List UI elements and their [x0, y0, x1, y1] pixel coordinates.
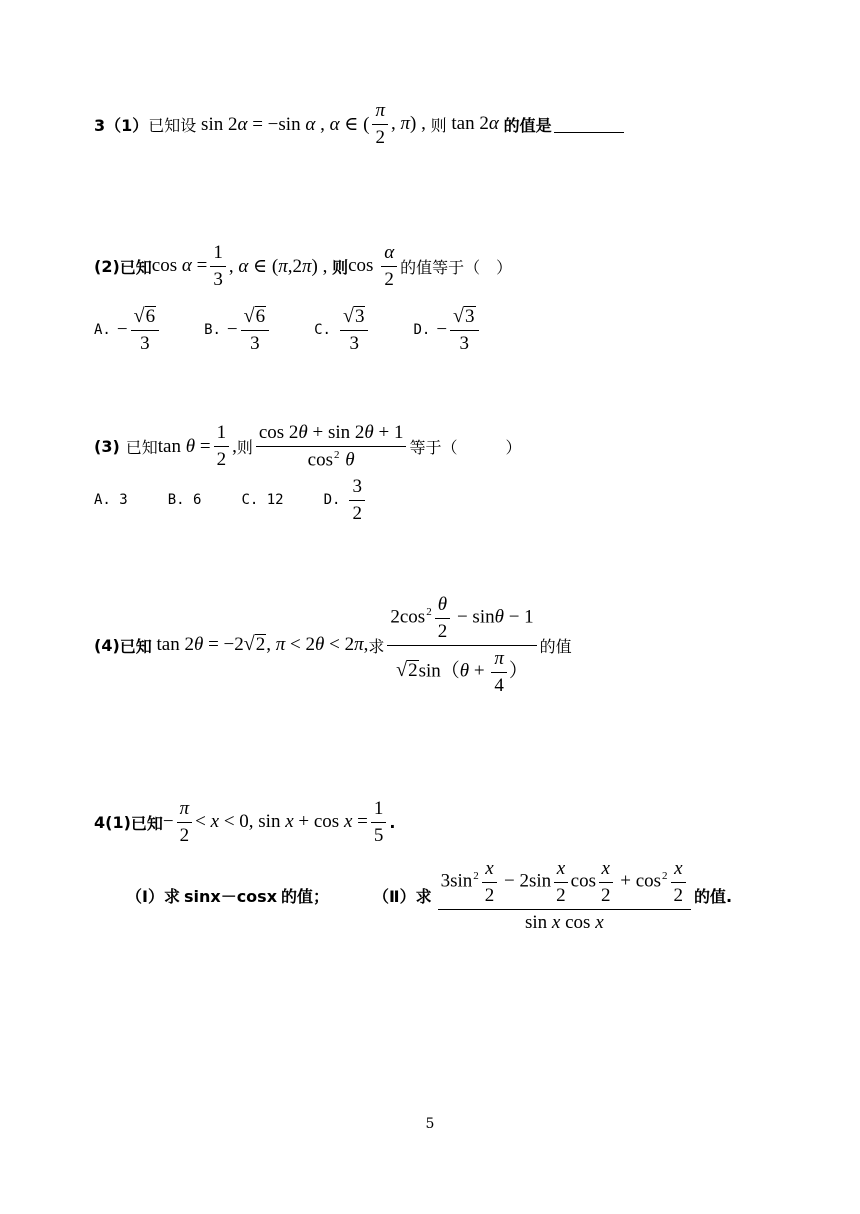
- option-letter: D.: [323, 492, 341, 509]
- option-d[interactable]: [324, 476, 368, 525]
- formula: < x < 0, sin x + cos x =: [195, 811, 368, 833]
- question-3-2: [94, 242, 512, 291]
- numerator: 3: [349, 476, 365, 501]
- radicand: 3: [465, 306, 475, 327]
- part-1-expression: sinx－cosx: [183, 887, 278, 907]
- option-letter: B.: [204, 322, 221, 339]
- text-then: 则: [430, 115, 447, 135]
- option-c[interactable]: C. 12: [241, 492, 284, 509]
- option-letter: C.: [314, 322, 331, 339]
- part-1-label: （I）求: [126, 887, 180, 907]
- option-c[interactable]: [314, 306, 371, 355]
- option-letter: A.: [94, 322, 111, 339]
- text-then: 则: [332, 257, 349, 277]
- question-label: 3（1）: [94, 115, 149, 135]
- fraction: $\frac{\alpha}{2}$: [381, 242, 397, 291]
- formula: , π) ,: [390, 113, 431, 135]
- option-a[interactable]: A. 3: [94, 492, 128, 509]
- fraction: $2\cos^2$ $\frac{\theta}{2}$ − sinθ − 1 √ 2 sin（θ + $\frac{\pi}{4}$ ）: [387, 594, 536, 696]
- fraction: √ 6 3: [241, 306, 269, 355]
- text-value-equals: 的值等于（ ）: [400, 257, 513, 277]
- denominator: 3: [140, 332, 150, 354]
- option-sign: −: [226, 319, 238, 341]
- question-3-2-options: [94, 306, 524, 355]
- text-known: 已知: [119, 636, 152, 656]
- fraction: [349, 476, 365, 525]
- question-4-1-parts: [126, 858, 732, 934]
- part-1-tail: 的值；: [281, 887, 330, 907]
- fraction: $\frac{\cos 2\theta + \sin 2\theta + 1}{\cos^2 \theta}$: [256, 422, 407, 471]
- option-b[interactable]: [204, 306, 272, 355]
- fraction: $\frac{\pi}{2}$: [177, 798, 193, 847]
- denominator: 2: [352, 502, 362, 524]
- fraction: $\frac{1}{5}$: [371, 798, 387, 847]
- text-then: 则: [236, 438, 253, 457]
- text-known: 已知设: [148, 115, 197, 135]
- option-a[interactable]: [94, 306, 162, 355]
- formula: tan 2α: [446, 113, 499, 135]
- formula: , α ∈ (π,2π) ,: [228, 255, 333, 277]
- fraction: $\frac{1}{3}$: [210, 242, 226, 291]
- option-letter: D.: [413, 322, 431, 339]
- question-label: 4(1): [94, 812, 131, 832]
- formula: −: [162, 811, 174, 833]
- fraction: √ 3 3: [450, 306, 478, 355]
- text-known: 已知: [125, 438, 158, 457]
- radicand: 6: [255, 306, 266, 327]
- question-3-1: [94, 100, 624, 149]
- formula: ,: [232, 435, 237, 457]
- option-sign: −: [116, 319, 128, 341]
- question-3-4: [94, 594, 572, 696]
- formula: tan θ =: [157, 435, 211, 457]
- answer-blank[interactable]: [554, 116, 624, 133]
- text-known: 已知: [130, 813, 163, 833]
- question-label: (2): [94, 256, 120, 276]
- fraction: √ 3 3: [340, 306, 368, 355]
- formula: sin 2α = −sin α , α ∈ (: [196, 113, 370, 135]
- question-3-3: [94, 422, 521, 471]
- option-b[interactable]: B. 6: [167, 492, 202, 509]
- text-value-is: 的值是: [503, 115, 552, 135]
- text-ask: 求: [368, 636, 385, 656]
- option-d[interactable]: [413, 306, 481, 355]
- fraction: $3\sin^2$ $\frac{x}{2}$ − 2sin $\frac{x}{2}$ cos $\frac{x}{2}$ + $\cos^2$ $\frac{x}{2}$ sin x cos x: [438, 858, 691, 934]
- text-value: 的值: [539, 636, 572, 656]
- formula: tan 2θ = −2 √ 2 , π < 2θ < 2π,: [151, 633, 369, 656]
- denominator: 3: [250, 332, 260, 354]
- radicand: 6: [145, 306, 156, 327]
- text-known: 已知: [119, 257, 152, 277]
- part-2-tail: 的值.: [694, 887, 733, 907]
- fraction: √ 6 3: [131, 306, 159, 355]
- fraction: $\frac{1}{2}$: [214, 422, 230, 471]
- question-4-1: 4(1) 已知 − $\frac{\pi}{2}$ < x < 0, sin x + cos x = $\frac{1}{5}$ .: [94, 798, 396, 846]
- denominator: 3: [349, 332, 359, 354]
- option-sign: −: [436, 319, 448, 341]
- denominator: 3: [459, 332, 470, 354]
- question-label: (3): [94, 437, 120, 456]
- question-label: (4): [94, 635, 120, 655]
- radicand: 3: [354, 306, 365, 327]
- formula: cos α =: [151, 255, 208, 277]
- fraction: $\frac{\pi}{2}$: [372, 100, 388, 149]
- text-equals: 等于（ ）: [409, 438, 522, 457]
- question-3-3-options: [94, 476, 410, 525]
- formula: cos: [348, 255, 379, 277]
- page-number: 5: [425, 1116, 435, 1132]
- part-2-label: （Ⅱ）求: [373, 887, 432, 907]
